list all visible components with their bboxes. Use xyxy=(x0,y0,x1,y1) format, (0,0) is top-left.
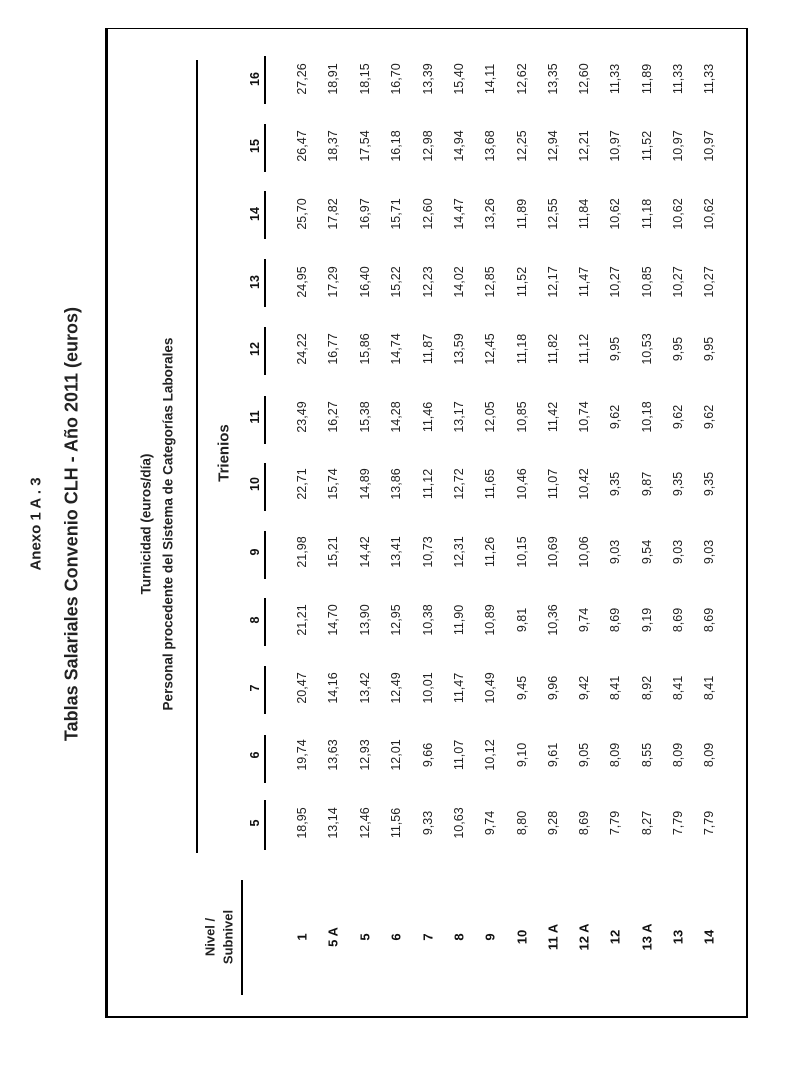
table-cell: 11,89 xyxy=(515,198,529,230)
table-cell: 13,35 xyxy=(546,63,560,95)
table-cell: 8,69 xyxy=(577,810,591,836)
table-cell: 11,87 xyxy=(421,333,435,365)
table-cell: 10,85 xyxy=(640,266,654,298)
table-cell: 14,70 xyxy=(326,604,340,636)
table-cell: 9,95 xyxy=(671,336,685,362)
table-cell: 8,41 xyxy=(702,675,716,701)
column-header-10: 10 xyxy=(248,477,262,491)
table-cell: 9,62 xyxy=(702,404,716,430)
table-cell: 14,94 xyxy=(452,130,466,162)
row-level-label: 12 xyxy=(607,929,623,945)
table-cell: 16,97 xyxy=(358,198,372,230)
table-cell: 11,47 xyxy=(452,672,466,704)
table-cell: 10,69 xyxy=(546,536,560,568)
column-header-9: 9 xyxy=(248,548,262,556)
table-cell: 15,86 xyxy=(358,333,372,365)
table-cell: 10,49 xyxy=(483,672,497,704)
table-cell: 13,90 xyxy=(358,604,372,636)
table-cell: 15,71 xyxy=(389,198,403,230)
table-cell: 17,29 xyxy=(326,266,340,298)
table-cell: 9,54 xyxy=(640,539,654,565)
table-cell: 13,14 xyxy=(326,807,340,839)
table-cell: 8,09 xyxy=(702,742,716,768)
table-cell: 25,70 xyxy=(295,198,309,230)
column-header-rule xyxy=(264,800,266,850)
table-cell: 19,74 xyxy=(295,739,309,771)
table-cell: 14,42 xyxy=(358,536,372,568)
trienios-rule xyxy=(196,60,198,853)
table-cell: 11,18 xyxy=(515,333,529,365)
table-cell: 13,26 xyxy=(483,198,497,230)
table-cell: 14,02 xyxy=(452,266,466,298)
column-header-14: 14 xyxy=(248,207,262,221)
column-header-11: 11 xyxy=(248,410,262,424)
table-cell: 13,86 xyxy=(389,468,403,500)
table-cell: 14,47 xyxy=(452,198,466,230)
row-header-rule xyxy=(241,880,243,995)
column-header-7: 7 xyxy=(248,684,262,692)
table-cell: 8,55 xyxy=(640,742,654,768)
column-header-rule xyxy=(264,124,266,172)
table-cell: 9,81 xyxy=(515,607,529,633)
table-cell: 8,69 xyxy=(671,607,685,633)
row-level-label: 8 xyxy=(451,933,467,941)
column-header-rule xyxy=(264,327,266,375)
table-cell: 12,21 xyxy=(577,130,591,162)
table-cell: 9,05 xyxy=(577,742,591,768)
table-cell: 17,82 xyxy=(326,198,340,230)
table-cell: 15,38 xyxy=(358,401,372,433)
table-cell: 12,31 xyxy=(452,536,466,568)
column-header-rule xyxy=(264,598,266,646)
table-cell: 12,55 xyxy=(546,198,560,230)
table-cell: 24,22 xyxy=(295,333,309,365)
table-cell: 11,89 xyxy=(640,63,654,95)
table-cell: 18,15 xyxy=(358,63,372,95)
column-header-6: 6 xyxy=(248,751,262,759)
table-cell: 10,27 xyxy=(702,266,716,298)
table-cell: 10,97 xyxy=(608,130,622,162)
table-cell: 12,49 xyxy=(389,672,403,704)
table-cell: 10,46 xyxy=(515,468,529,500)
table-cell: 12,17 xyxy=(546,266,560,298)
table-cell: 11,12 xyxy=(577,333,591,365)
table-cell: 13,59 xyxy=(452,333,466,365)
table-cell: 8,80 xyxy=(515,810,529,836)
row-level-label: 6 xyxy=(388,933,404,941)
table-cell: 11,12 xyxy=(421,468,435,500)
table-cell: 9,35 xyxy=(702,471,716,497)
subtitle-turnicidad: Turnicidad (euros/día) xyxy=(138,453,154,595)
table-cell: 24,95 xyxy=(295,266,309,298)
column-header-15: 15 xyxy=(248,139,262,153)
table-cell: 9,42 xyxy=(577,675,591,701)
table-cell: 9,45 xyxy=(515,675,529,701)
row-header-subnivel: Subnivel xyxy=(220,909,236,965)
table-cell: 12,98 xyxy=(421,130,435,162)
table-cell: 9,74 xyxy=(483,810,497,836)
table-cell: 9,62 xyxy=(608,404,622,430)
table-cell: 16,40 xyxy=(358,266,372,298)
row-level-label: 13 A xyxy=(639,923,655,951)
table-cell: 13,41 xyxy=(389,536,403,568)
column-header-8: 8 xyxy=(248,616,262,624)
table-cell: 10,62 xyxy=(608,198,622,230)
table-cell: 11,46 xyxy=(421,401,435,433)
table-cell: 15,21 xyxy=(326,536,340,568)
table-cell: 9,19 xyxy=(640,607,654,633)
column-header-13: 13 xyxy=(248,275,262,289)
table-cell: 10,36 xyxy=(546,604,560,636)
table-cell: 11,33 xyxy=(702,63,716,95)
table-cell: 12,05 xyxy=(483,401,497,433)
table-cell: 11,84 xyxy=(577,198,591,230)
table-cell: 8,92 xyxy=(640,675,654,701)
table-cell: 9,03 xyxy=(608,539,622,565)
table-cell: 8,41 xyxy=(608,675,622,701)
table-cell: 14,11 xyxy=(483,63,497,95)
column-header-16: 16 xyxy=(248,72,262,86)
table-cell: 12,25 xyxy=(515,130,529,162)
table-cell: 8,69 xyxy=(608,607,622,633)
table-cell: 9,95 xyxy=(702,336,716,362)
column-header-rule xyxy=(264,396,266,444)
table-cell: 11,56 xyxy=(389,807,403,839)
table-cell: 15,40 xyxy=(452,63,466,95)
column-header-rule xyxy=(264,531,266,579)
table-cell: 11,42 xyxy=(546,401,560,433)
table-cell: 16,18 xyxy=(389,130,403,162)
table-cell: 10,38 xyxy=(421,604,435,636)
table-cell: 11,07 xyxy=(452,739,466,771)
table-cell: 8,41 xyxy=(671,675,685,701)
row-level-label: 12 A xyxy=(576,923,592,951)
table-cell: 9,62 xyxy=(671,404,685,430)
table-cell: 9,03 xyxy=(671,539,685,565)
row-level-label: 13 xyxy=(670,929,686,945)
table-cell: 12,01 xyxy=(389,739,403,771)
column-header-5: 5 xyxy=(248,819,262,827)
table-cell: 14,16 xyxy=(326,672,340,704)
table-cell: 12,46 xyxy=(358,807,372,839)
table-cell: 14,28 xyxy=(389,401,403,433)
table-cell: 16,77 xyxy=(326,333,340,365)
table-cell: 18,95 xyxy=(295,807,309,839)
table-cell: 10,18 xyxy=(640,401,654,433)
table-cell: 11,47 xyxy=(577,266,591,298)
page-title: Tablas Salariales Convenio CLH - Año 2011 (euros) xyxy=(61,306,82,742)
table-cell: 10,62 xyxy=(671,198,685,230)
page-frame xyxy=(105,28,748,1018)
table-cell: 23,49 xyxy=(295,401,309,433)
table-cell: 12,94 xyxy=(546,130,560,162)
table-cell: 9,35 xyxy=(671,471,685,497)
table-cell: 26,47 xyxy=(295,130,309,162)
table-cell: 21,98 xyxy=(295,536,309,568)
row-level-label: 5 A xyxy=(325,927,341,947)
table-cell: 11,26 xyxy=(483,536,497,568)
table-cell: 11,07 xyxy=(546,468,560,500)
table-cell: 10,74 xyxy=(577,401,591,433)
table-cell: 13,63 xyxy=(326,739,340,771)
table-cell: 9,61 xyxy=(546,742,560,768)
table-cell: 18,37 xyxy=(326,130,340,162)
table-cell: 14,74 xyxy=(389,333,403,365)
table-cell: 10,85 xyxy=(515,401,529,433)
table-cell: 27,26 xyxy=(295,63,309,95)
table-cell: 12,23 xyxy=(421,266,435,298)
table-cell: 14,89 xyxy=(358,468,372,500)
table-cell: 9,28 xyxy=(546,810,560,836)
column-header-rule xyxy=(264,56,266,104)
table-cell: 22,71 xyxy=(295,468,309,500)
table-cell: 12,93 xyxy=(358,739,372,771)
table-cell: 11,82 xyxy=(546,333,560,365)
table-cell: 10,63 xyxy=(452,807,466,839)
table-cell: 9,35 xyxy=(608,471,622,497)
row-level-label: 7 xyxy=(420,933,436,941)
table-cell: 11,90 xyxy=(452,604,466,636)
table-cell: 10,97 xyxy=(671,130,685,162)
table-cell: 13,39 xyxy=(421,63,435,95)
table-cell: 9,66 xyxy=(421,742,435,768)
table-cell: 15,74 xyxy=(326,468,340,500)
table-cell: 16,70 xyxy=(389,63,403,95)
column-header-rule xyxy=(264,735,266,783)
annex-label: Anexo 1 A . 3 xyxy=(27,477,45,571)
table-cell: 10,27 xyxy=(671,266,685,298)
column-header-rule xyxy=(264,191,266,239)
table-cell: 10,01 xyxy=(421,672,435,704)
subtitle-personal: Personal procedente del Sistema de Categorías Laborales xyxy=(160,337,176,711)
table-cell: 10,73 xyxy=(421,536,435,568)
table-cell: 8,09 xyxy=(671,742,685,768)
table-cell: 10,06 xyxy=(577,536,591,568)
column-header-rule xyxy=(264,666,266,714)
table-cell: 17,54 xyxy=(358,130,372,162)
table-cell: 10,15 xyxy=(515,536,529,568)
row-level-label: 11 A xyxy=(545,923,561,951)
table-cell: 12,45 xyxy=(483,333,497,365)
table-cell: 12,62 xyxy=(515,63,529,95)
table-cell: 8,09 xyxy=(608,742,622,768)
table-cell: 10,62 xyxy=(702,198,716,230)
table-cell: 9,87 xyxy=(640,471,654,497)
row-level-label: 14 xyxy=(701,929,717,945)
table-cell: 15,22 xyxy=(389,266,403,298)
table-cell: 12,85 xyxy=(483,266,497,298)
table-cell: 9,74 xyxy=(577,607,591,633)
column-header-12: 12 xyxy=(248,342,262,356)
table-cell: 12,60 xyxy=(421,198,435,230)
table-cell: 11,52 xyxy=(515,266,529,298)
table-cell: 7,79 xyxy=(671,810,685,836)
row-level-label: 10 xyxy=(514,929,530,945)
table-cell: 7,79 xyxy=(702,810,716,836)
table-cell: 10,97 xyxy=(702,130,716,162)
table-cell: 9,03 xyxy=(702,539,716,565)
table-cell: 10,27 xyxy=(608,266,622,298)
table-cell: 13,42 xyxy=(358,672,372,704)
table-cell: 8,69 xyxy=(702,607,716,633)
table-cell: 12,72 xyxy=(452,468,466,500)
table-cell: 9,95 xyxy=(608,336,622,362)
table-cell: 9,33 xyxy=(421,810,435,836)
table-cell: 10,53 xyxy=(640,333,654,365)
table-cell: 9,96 xyxy=(546,675,560,701)
table-cell: 7,79 xyxy=(608,810,622,836)
trienios-header: Trienios xyxy=(215,424,233,482)
table-cell: 11,18 xyxy=(640,198,654,230)
table-cell: 12,95 xyxy=(389,604,403,636)
column-header-rule xyxy=(264,259,266,307)
table-cell: 21,21 xyxy=(295,604,309,636)
table-cell: 8,27 xyxy=(640,810,654,836)
column-header-rule xyxy=(264,463,266,511)
table-cell: 18,91 xyxy=(326,63,340,95)
table-cell: 11,33 xyxy=(671,63,685,95)
table-cell: 12,60 xyxy=(577,63,591,95)
table-cell: 11,52 xyxy=(640,130,654,162)
row-header-nivel: Nivel / xyxy=(202,917,218,957)
table-cell: 20,47 xyxy=(295,672,309,704)
table-cell: 13,68 xyxy=(483,130,497,162)
row-level-label: 9 xyxy=(482,933,498,941)
table-cell: 13,17 xyxy=(452,401,466,433)
table-cell: 11,65 xyxy=(483,468,497,500)
table-cell: 9,10 xyxy=(515,742,529,768)
table-cell: 10,42 xyxy=(577,468,591,500)
row-level-label: 5 xyxy=(357,933,373,941)
row-level-label: 1 xyxy=(294,933,310,941)
table-cell: 10,12 xyxy=(483,739,497,771)
table-cell: 11,33 xyxy=(608,63,622,95)
table-cell: 10,89 xyxy=(483,604,497,636)
table-cell: 16,27 xyxy=(326,401,340,433)
